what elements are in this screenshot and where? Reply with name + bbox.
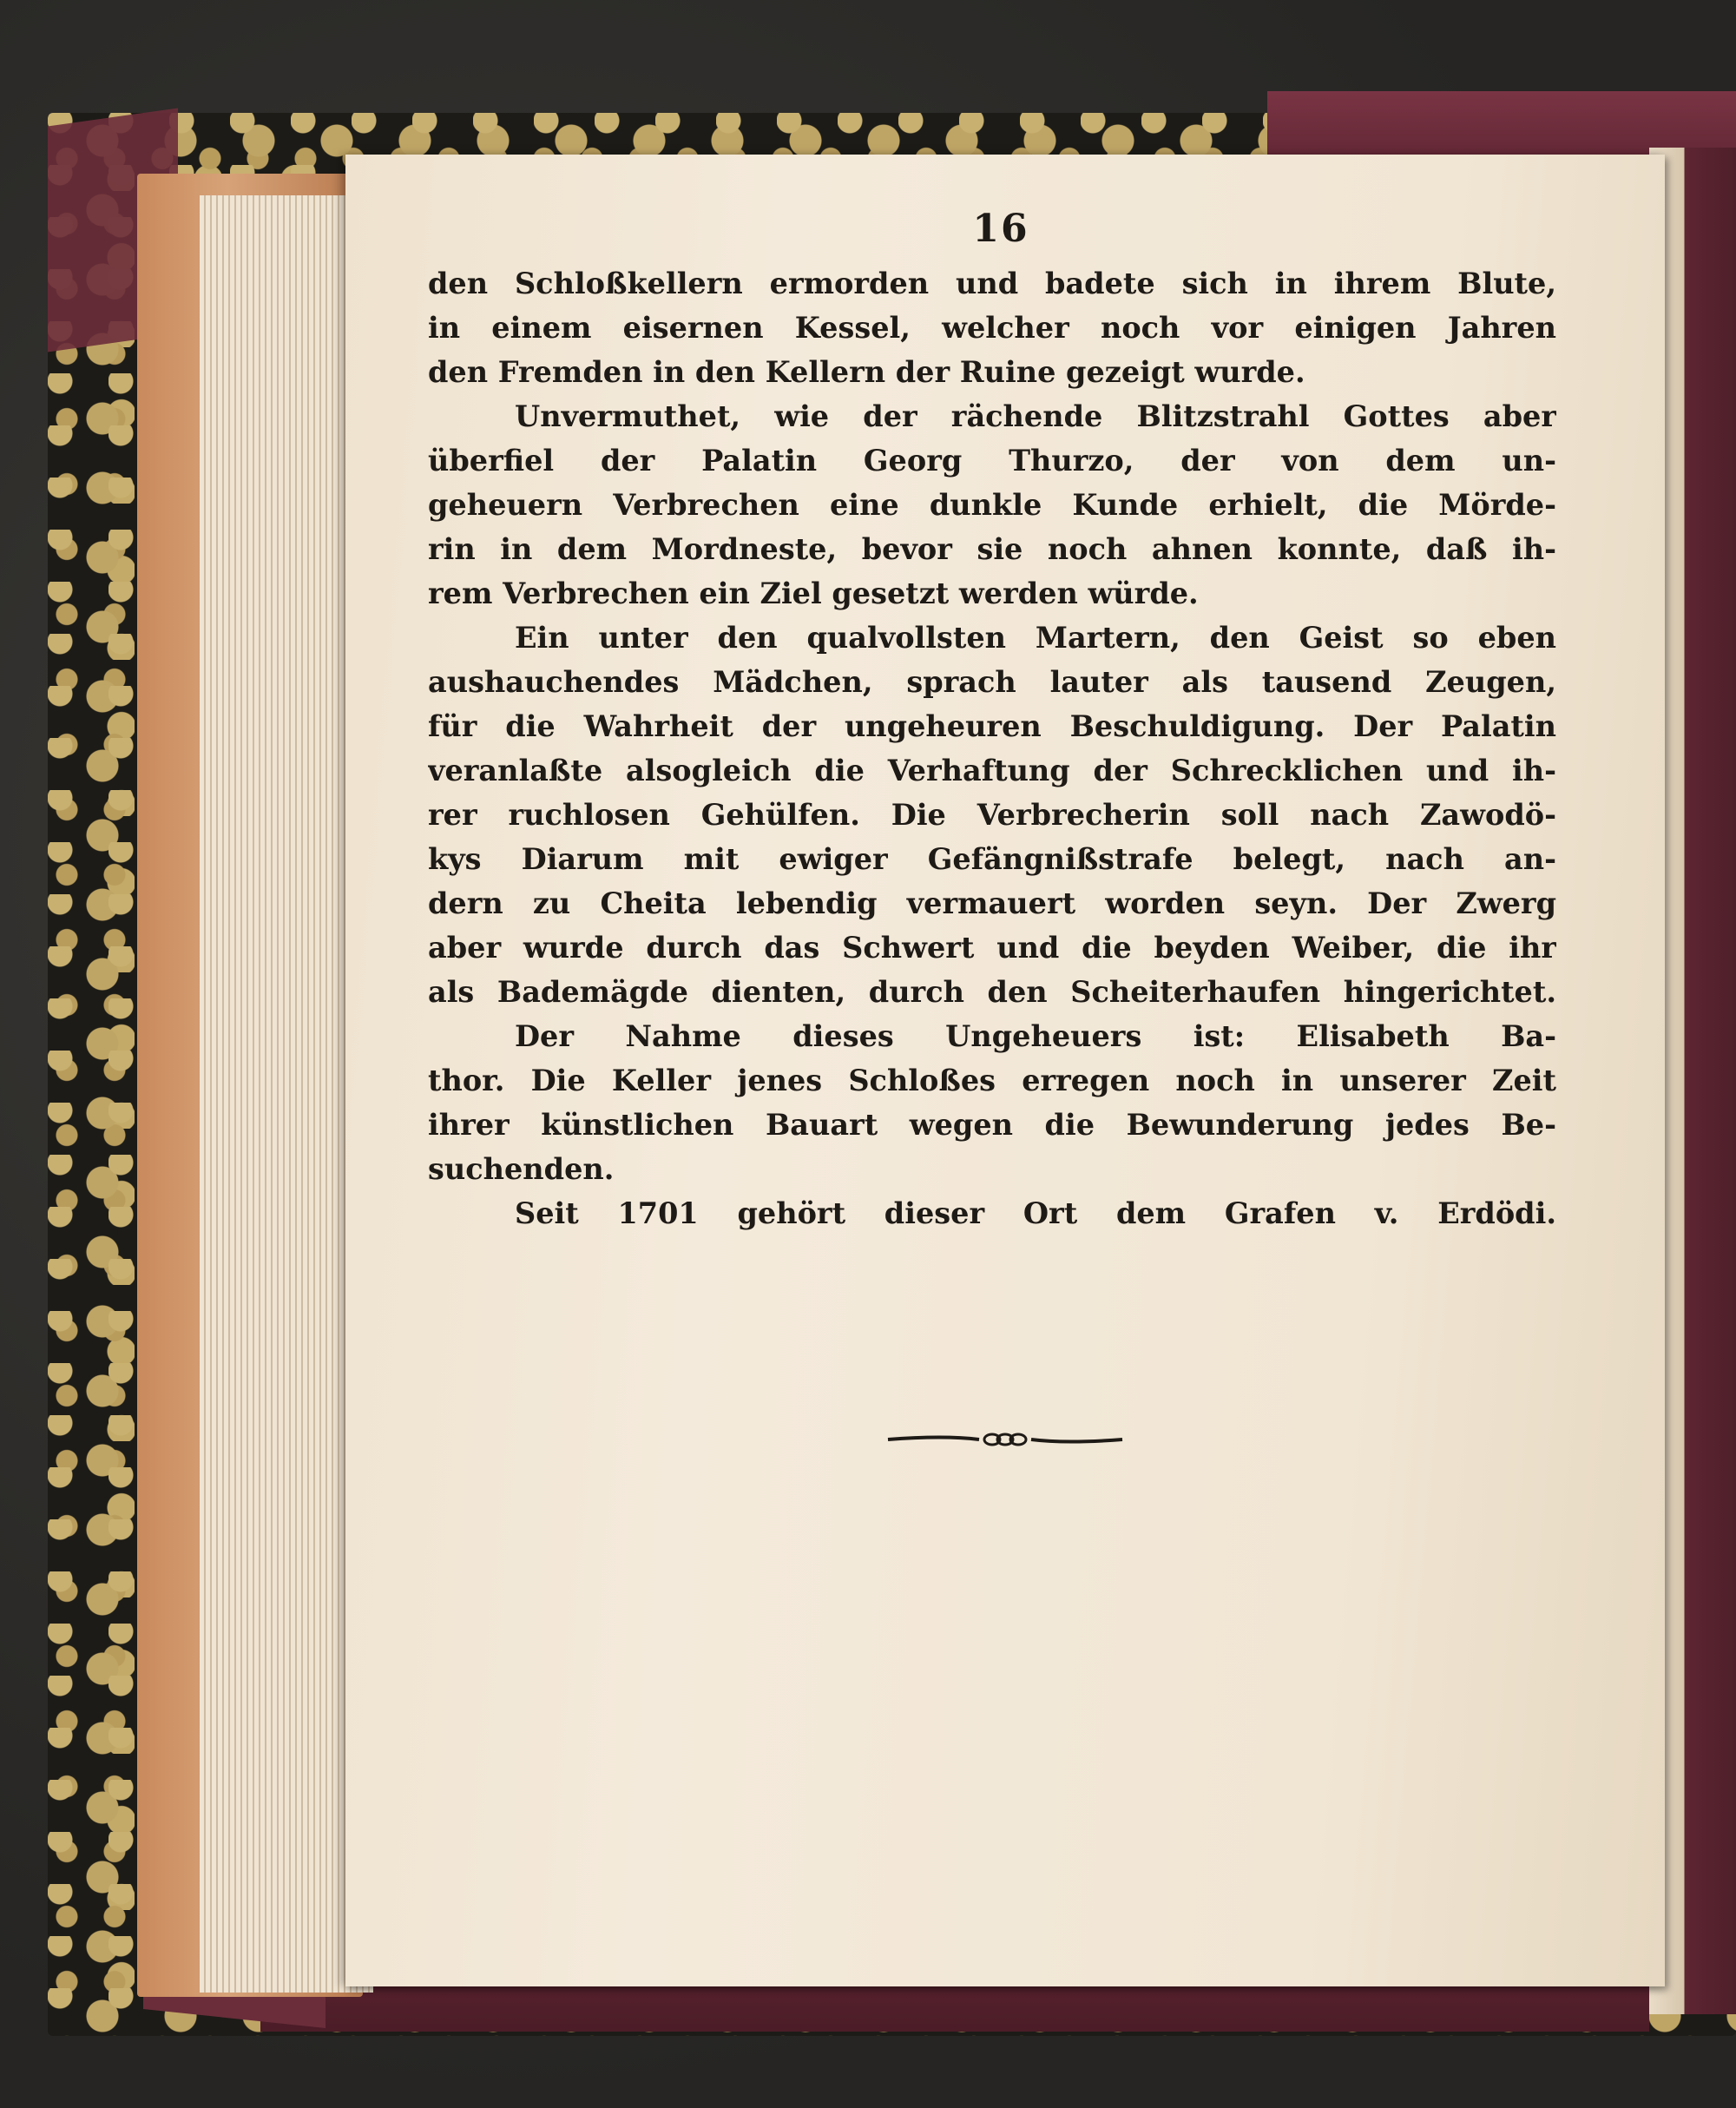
text-line: aushauchendes Mädchen, sprach lauter als tausend Zeugen, [428, 665, 1556, 699]
text-line: kys Diarum mit ewiger Gefängnißstrafe belegt, nach an- [428, 842, 1556, 876]
text-line: thor. Die Keller jenes Schloßes erregen noch in unserer Zeit [428, 1064, 1556, 1097]
text-line: suchenden. [428, 1152, 615, 1186]
text-line: als Bademägde dienten, durch den Scheiterhaufen hingerichtet. [428, 975, 1556, 1009]
text-line: den Fremden in den Kellern der Ruine gezeigt wurde. [428, 355, 1305, 389]
text-line: rin in dem Mordneste, bevor sie noch ahnen konnte, daß ih- [428, 532, 1556, 566]
text-line: veranlaßte alsogleich die Verhaftung der Schrecklichen und ih- [428, 754, 1556, 787]
text-line: dern zu Cheita lebendig vermauert worden seyn. Der Zwerg [428, 886, 1556, 920]
text-line: ihrer künstlichen Bauart wegen die Bewunderung jedes Be- [428, 1108, 1556, 1142]
text-line: aber wurde durch das Schwert und die beyden Weiber, die ihr [428, 931, 1556, 965]
page-text-block [428, 207, 1556, 1235]
text-lines [428, 261, 1556, 1235]
text-line: für die Wahrheit der ungeheuren Beschuldigung. Der Palatin [428, 709, 1556, 743]
text-line: Der Nahme dieses Ungeheuers ist: Elisabeth Ba- [515, 1019, 1556, 1053]
ornament-divider [884, 1426, 1127, 1453]
text-line: den Schloßkellern ermorden und badete sich in ihrem Blute, [428, 267, 1556, 300]
text-line: in einem eisernen Kessel, welcher noch vor einigen Jahren [428, 311, 1556, 345]
text-line: rer ruchlosen Gehülfen. Die Verbrecherin soll nach Zawodö- [428, 798, 1556, 832]
text-line: Ein unter den qualvollsten Martern, den Geist so eben [515, 621, 1556, 655]
text-line: Unvermuthet, wie der rächende Blitzstrahl Gottes aber [515, 399, 1556, 433]
text-line: rem Verbrechen ein Ziel gesetzt werden würde. [428, 576, 1199, 610]
page-number: 16 [972, 207, 1029, 251]
text-line: überfiel der Palatin Georg Thurzo, der von dem un- [428, 444, 1556, 478]
text-line: geheuern Verbrechen eine dunkle Kunde erhielt, die Mörde- [428, 488, 1556, 522]
text-line: Seit 1701 gehört dieser Ort dem Grafen v. Erdödi. [515, 1196, 1556, 1230]
book-page [345, 155, 1665, 1986]
